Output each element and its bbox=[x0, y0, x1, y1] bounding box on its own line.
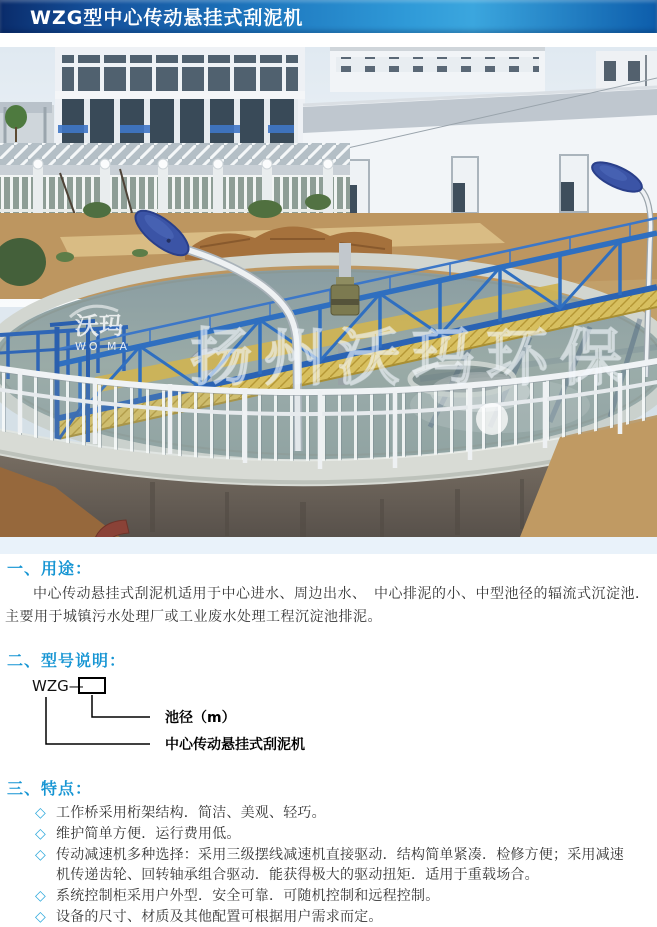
diamond-bullet-icon: ◇ bbox=[35, 826, 46, 842]
feature-text: 设备的尺寸、材质及其他配置可根据用户需求而定。 bbox=[56, 909, 383, 925]
feature-text: 系统控制柜采用户外型．安全可靠．可随机控制和远程控制。 bbox=[56, 888, 440, 904]
page-title: WZG型中心传动悬挂式刮泥机 bbox=[30, 7, 304, 29]
model-code: WZG— bbox=[32, 677, 84, 695]
diamond-bullet-icon: ◇ bbox=[35, 805, 46, 821]
diamond-bullet-icon: ◇ bbox=[35, 847, 46, 863]
sun-glare bbox=[476, 403, 508, 435]
features-heading: 三、特点： bbox=[7, 779, 93, 798]
model-code-diagram bbox=[30, 675, 410, 765]
usage-paragraph: 中心传动悬挂式刮泥机适用于中心进水、周边出水、 中心排泥的小、中型池径的辐流式沉淀池．主要用于城镇污水处理厂或工业废水处理工程沉淀池排泥。 bbox=[5, 586, 650, 625]
feature-text: 维护简单方便．运行费用低。 bbox=[56, 826, 241, 842]
perimeter-fence bbox=[0, 143, 398, 215]
feature-item bbox=[35, 845, 637, 885]
page-header bbox=[0, 0, 657, 33]
diagram-line-diameter bbox=[92, 695, 150, 717]
feature-item bbox=[35, 803, 637, 823]
facility-photo bbox=[0, 47, 657, 537]
feature-item bbox=[35, 824, 637, 844]
watermark-logo-text: 沃玛 bbox=[75, 312, 123, 340]
watermark-company-text: 扬州沃玛环保 bbox=[190, 321, 635, 394]
diagram-line-name bbox=[46, 697, 150, 744]
diamond-bullet-icon: ◇ bbox=[35, 909, 46, 925]
divider-strip bbox=[0, 537, 657, 554]
feature-item bbox=[35, 907, 637, 927]
diamond-bullet-icon: ◇ bbox=[35, 888, 46, 904]
watermark-logo-subtext: WO MA bbox=[75, 340, 131, 353]
features-list bbox=[35, 803, 637, 927]
model-label-diameter: 池径（m） bbox=[165, 710, 236, 726]
model-heading: 二、型号说明： bbox=[7, 651, 127, 670]
usage-heading: 一、用途： bbox=[7, 559, 93, 578]
feature-text: 工作桥采用桁架结构．简洁、美观、轻巧。 bbox=[56, 805, 326, 821]
facility-photo-illustration bbox=[0, 47, 657, 537]
model-label-name: 中心传动悬挂式刮泥机 bbox=[165, 737, 305, 753]
feature-text: 传动减速机多种选择：采用三级摆线减速机直接驱动．结构简单紧凑．检修方便；采用减速机传递齿轮、回转轴承组合驱动．能获得极大的驱动扭矩．适用于重载场合。 bbox=[56, 847, 624, 883]
feature-item bbox=[35, 886, 637, 906]
